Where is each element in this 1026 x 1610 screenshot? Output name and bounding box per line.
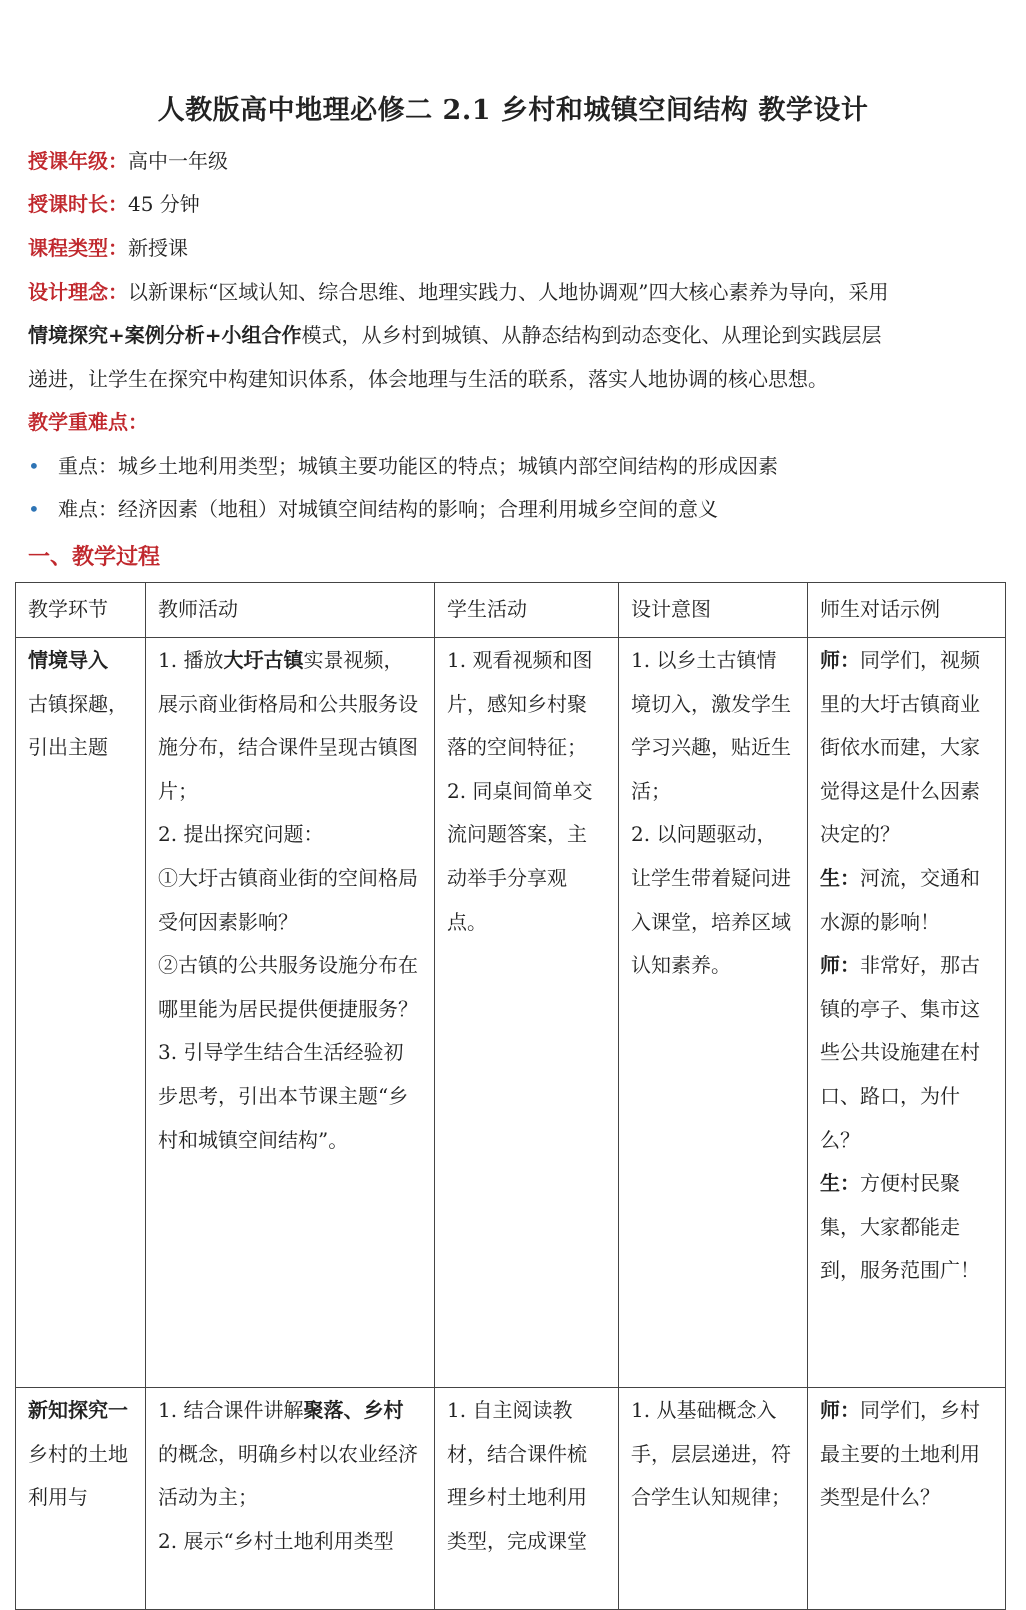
header-teacher: 教师活动 <box>146 583 435 638</box>
teacher-text: 1. 播放 <box>158 648 224 672</box>
design-line-2 <box>28 322 882 348</box>
dialog-line <box>820 639 993 857</box>
teacher-highlight: 大圩古镇 <box>223 648 304 672</box>
intent-cell <box>619 1388 808 1610</box>
dialog-speaker: 师： <box>820 1398 860 1422</box>
meta-grade-label: 授课年级： <box>28 149 128 173</box>
student-step: 1. 观看视频和图片，感知乡村聚落的空间特征； <box>447 648 593 760</box>
teacher-step: 2. 提出探究问题： <box>158 822 324 847</box>
dialog-cell <box>808 638 1006 1388</box>
bullet-icon: • <box>28 454 40 478</box>
student-step: 1. 自主阅读教材，结合课件梳理乡村土地利用类型，完成课堂 <box>447 1398 587 1553</box>
header-student: 学生活动 <box>435 583 619 638</box>
key-points-heading <box>28 409 148 435</box>
intent-step: 1. 以乡土古镇情境切入，激发学生学习兴趣，贴近生活； <box>631 648 791 803</box>
teacher-text: 实景视频，展示商业街格局和公共服务设施分布，结合课件呈现古镇图片； <box>158 648 418 803</box>
key-points-label: 教学重难点： <box>28 410 148 434</box>
teacher-step <box>158 1389 422 1520</box>
key-point-item <box>28 453 778 479</box>
student-cell <box>435 638 619 1388</box>
page-title: 人教版高中地理必修二 2.1 乡村和城镇空间结构 教学设计 <box>157 95 869 126</box>
stage-title: 情境导入 <box>28 648 108 672</box>
teacher-step: ①大圩古镇商业街的空间格局受何因素影响？ <box>158 865 418 934</box>
header-intent: 设计意图 <box>619 583 808 638</box>
dialog-line <box>820 944 993 1162</box>
design-label: 设计理念： <box>28 280 128 304</box>
intent-step: 2. 以问题驱动，让学生带着疑问进入课堂，培养区域认知素养。 <box>631 822 791 978</box>
header-stage: 教学环节 <box>16 583 146 638</box>
bullet-icon: • <box>28 497 40 521</box>
key-point-text: 重点：城乡土地利用类型；城镇主要功能区的特点；城镇内部空间结构的形成因素 <box>58 454 778 478</box>
meta-type-value: 新授课 <box>128 236 188 260</box>
meta-duration <box>28 191 200 217</box>
meta-duration-value: 45 分钟 <box>128 192 200 216</box>
dialog-line <box>820 1162 993 1293</box>
dialog-text: 同学们，视频里的大圩古镇商业街依水而建，大家觉得这是什么因素决定的？ <box>820 648 980 847</box>
table-row <box>16 1388 1006 1610</box>
stage-cell <box>16 638 146 1388</box>
dialog-cell <box>808 1388 1006 1610</box>
table-row <box>16 638 1006 1388</box>
design-text-1: 以新课标“区域认知、综合思维、地理实践力、人地协调观”四大核心素养为导向，采用 <box>128 280 889 304</box>
dialog-speaker: 生： <box>820 1171 860 1196</box>
dialog-line <box>820 1389 993 1520</box>
teacher-step: 3. 引导学生结合生活经验初步思考，引出本节课主题“乡村和城镇空间结构”。 <box>158 1040 409 1152</box>
dialog-speaker: 师： <box>820 953 860 978</box>
design-text-2: 模式，从乡村到城镇、从静态结构到动态变化、从理论到实践层层 <box>301 323 882 347</box>
intent-step: 1. 从基础概念入手，层层递进，符合学生认知规律； <box>631 1398 791 1510</box>
teacher-text: 1. 结合课件讲解 <box>158 1398 304 1422</box>
teacher-step <box>158 639 422 813</box>
teacher-step: 2. 展示“乡村土地利用类型 <box>158 1528 394 1553</box>
meta-type <box>28 235 188 261</box>
key-point-item <box>28 496 718 522</box>
teacher-text: 的概念，明确乡村以农业经济活动为主； <box>158 1441 418 1510</box>
teacher-cell <box>146 638 435 1388</box>
student-step: 2. 同桌间简单交流问题答案，主动举手分享观点。 <box>447 778 593 934</box>
dialog-text: 方便村民聚集，大家都能走到，服务范围广！ <box>820 1171 980 1283</box>
dialog-speaker: 生： <box>820 865 860 890</box>
design-line-1 <box>28 279 888 305</box>
key-point-text: 难点：经济因素（地租）对城镇空间结构的影响；合理利用城乡空间的意义 <box>58 497 718 521</box>
stage-cell <box>16 1388 146 1610</box>
dialog-text: 非常好，那古镇的亭子、集市这些公共设施建在村口、路口，为什么？ <box>820 953 980 1152</box>
table-header-row <box>16 583 1006 638</box>
stage-subtitle: 乡村的土地利用与 <box>28 1441 128 1510</box>
stage-title: 新知探究一 <box>28 1398 128 1422</box>
header-dialog: 师生对话示例 <box>808 583 1006 638</box>
teaching-process-table <box>15 582 1006 1610</box>
section-title: 一、教学过程 <box>28 544 161 570</box>
dialog-speaker: 师： <box>820 648 860 672</box>
meta-duration-label: 授课时长： <box>28 192 128 216</box>
dialog-line <box>820 857 993 944</box>
meta-grade-value: 高中一年级 <box>128 149 228 173</box>
intent-cell <box>619 638 808 1388</box>
teacher-step: ②古镇的公共服务设施分布在哪里能为居民提供便捷服务？ <box>158 953 418 1021</box>
design-line-3: 递进，让学生在探究中构建知识体系，体会地理与生活的联系，落实人地协调的核心思想。 <box>28 367 828 391</box>
stage-subtitle: 古镇探趣，引出主题 <box>28 691 128 760</box>
design-mode-bold: 情境探究+案例分析+小组合作 <box>28 323 302 347</box>
dialog-text: 河流，交通和水源的影响！ <box>820 865 980 934</box>
student-cell <box>435 1388 619 1610</box>
teacher-cell <box>146 1388 435 1610</box>
meta-type-label: 课程类型： <box>28 236 128 260</box>
meta-grade <box>28 148 228 174</box>
teacher-highlight: 聚落、乡村 <box>303 1398 404 1422</box>
dialog-text: 同学们，乡村最主要的土地利用类型是什么？ <box>820 1398 980 1510</box>
